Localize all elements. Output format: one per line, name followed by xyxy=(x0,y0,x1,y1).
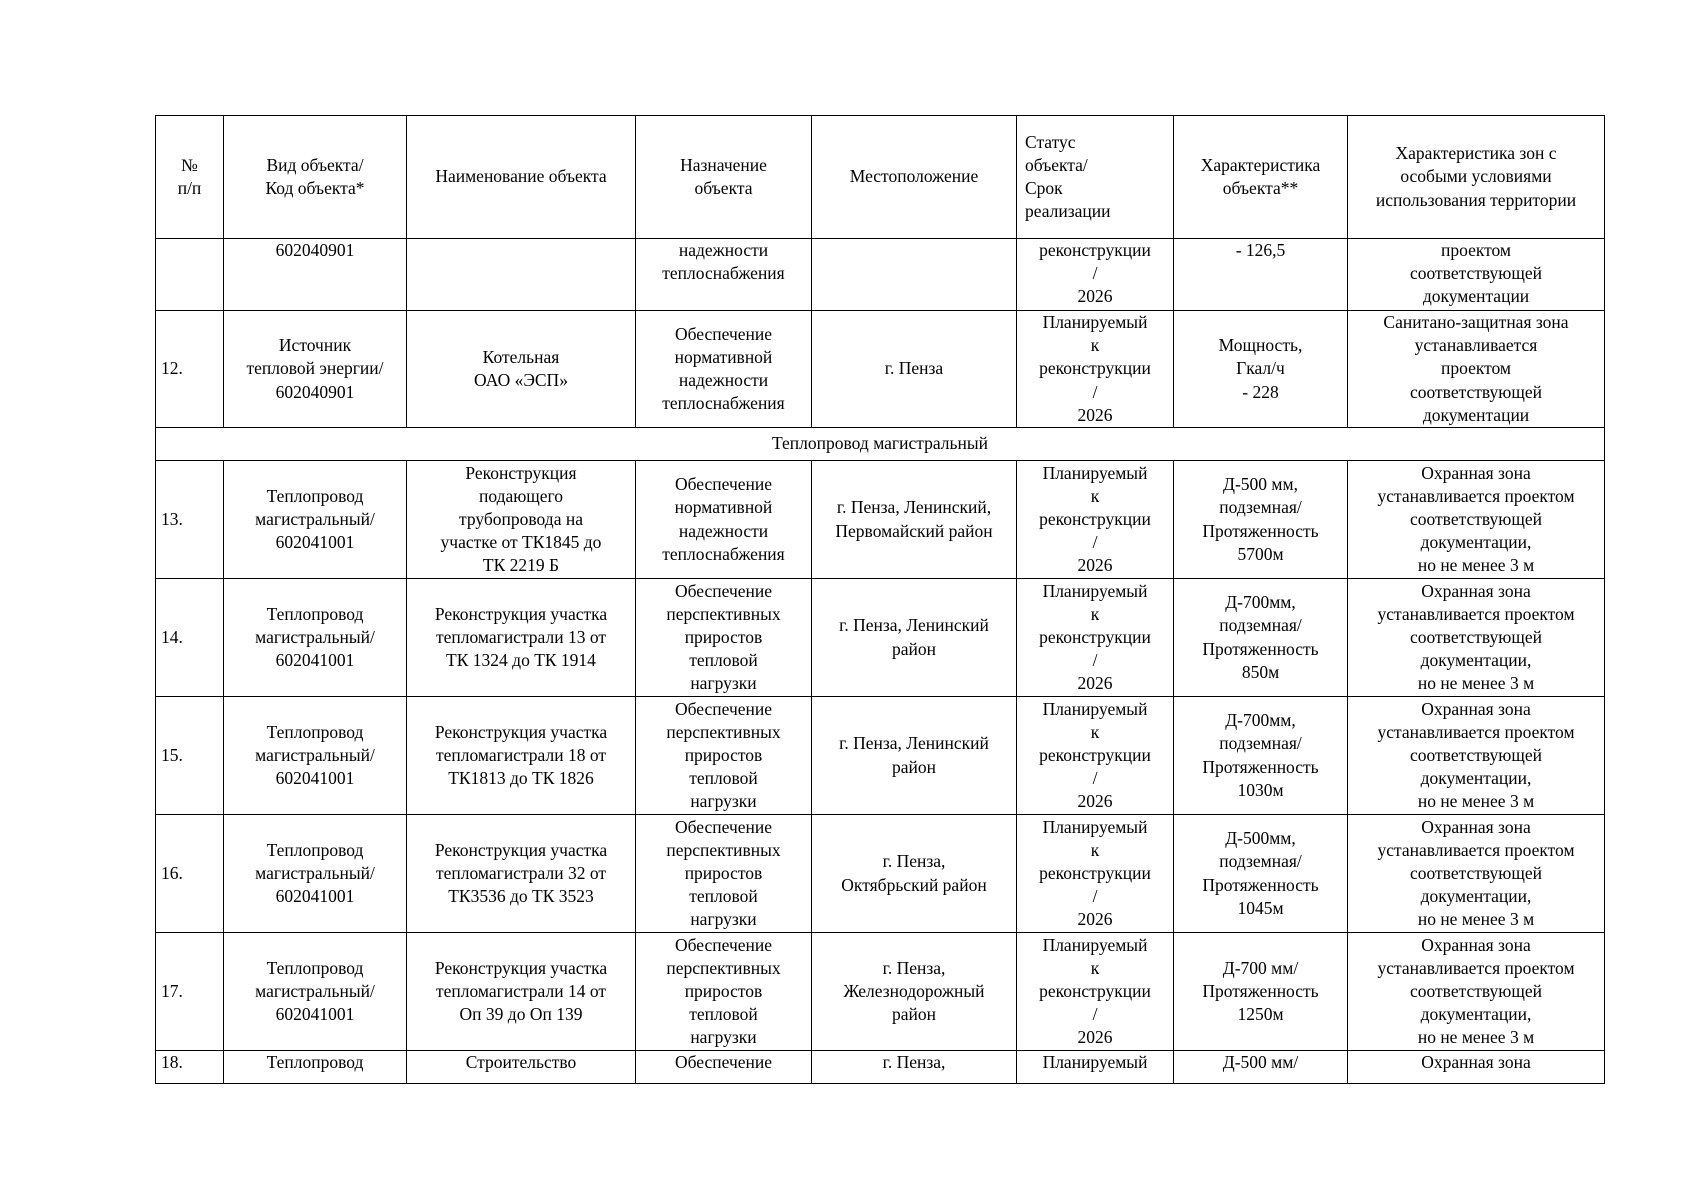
table-cell: Санитано-защитная зона устанавливается проектом соответствующей документации xyxy=(1348,311,1605,428)
table-cell: Планируемый к реконструкции / 2026 xyxy=(1017,815,1174,933)
row-number: 15. xyxy=(156,697,224,815)
table-row xyxy=(156,697,1605,815)
table-cell: Д-500мм, подземная/ Протяженность 1045м xyxy=(1174,815,1348,933)
table-cell: г. Пенза xyxy=(812,311,1017,428)
table-cell: Строительство xyxy=(407,1051,636,1084)
table-cell xyxy=(812,239,1017,311)
table-cell: Планируемый xyxy=(1017,1051,1174,1084)
table-cell: надежности теплоснабжения xyxy=(636,239,812,311)
table-cell: реконструкции / 2026 xyxy=(1017,239,1174,311)
table-cell: Д-700 мм/ Протяженность 1250м xyxy=(1174,933,1348,1051)
table-cell: Теплопровод магистральный/ 602041001 xyxy=(224,697,407,815)
table-cell: Д-700мм, подземная/ Протяженность 1030м xyxy=(1174,697,1348,815)
table-cell: Планируемый к реконструкции / 2026 xyxy=(1017,579,1174,697)
header-cell: Характеристика объекта** xyxy=(1174,116,1348,239)
section-row xyxy=(156,428,1605,461)
table-row xyxy=(156,933,1605,1051)
row-number: 16. xyxy=(156,815,224,933)
table-cell: Д-700мм, подземная/ Протяженность 850м xyxy=(1174,579,1348,697)
table-row xyxy=(156,461,1605,579)
table-cell: Котельная ОАО «ЭСП» xyxy=(407,311,636,428)
table-cell: г. Пенза, Ленинский район xyxy=(812,579,1017,697)
table-cell: г. Пенза, Октябрьский район xyxy=(812,815,1017,933)
table-cell: проектом соответствующей документации xyxy=(1348,239,1605,311)
table-cell: Реконструкция подающего трубопровода на участке от ТК1845 до ТК 2219 Б xyxy=(407,461,636,579)
table-cell: Обеспечение перспективных приростов тепловой нагрузки xyxy=(636,697,812,815)
table-cell: Теплопровод магистральный/ 602041001 xyxy=(224,461,407,579)
table-cell: Обеспечение перспективных приростов тепловой нагрузки xyxy=(636,579,812,697)
header-cell: Наименование объекта xyxy=(407,116,636,239)
header-cell: Характеристика зон с особыми условиями использования территории xyxy=(1348,116,1605,239)
table-cell: г. Пенза, xyxy=(812,1051,1017,1084)
table-cell: Мощность, Гкал/ч - 228 xyxy=(1174,311,1348,428)
table-row xyxy=(156,1051,1605,1084)
header-cell: Местоположение xyxy=(812,116,1017,239)
table-cell xyxy=(407,239,636,311)
table-row xyxy=(156,239,1605,311)
row-number: 13. xyxy=(156,461,224,579)
table-cell: Охранная зона устанавливается проектом соответствующей документации, но не менее 3 м xyxy=(1348,815,1605,933)
table-cell: Источник тепловой энергии/ 602040901 xyxy=(224,311,407,428)
header-cell: Вид объекта/ Код объекта* xyxy=(224,116,407,239)
table-cell: Теплопровод xyxy=(224,1051,407,1084)
table-cell: Реконструкция участка тепломагистрали 32 от ТК3536 до ТК 3523 xyxy=(407,815,636,933)
table-cell: Д-500 мм, подземная/ Протяженность 5700м xyxy=(1174,461,1348,579)
table-cell: Охранная зона устанавливается проектом соответствующей документации, но не менее 3 м xyxy=(1348,697,1605,815)
table-row xyxy=(156,579,1605,697)
table-cell: Охранная зона устанавливается проектом соответствующей документации, но не менее 3 м xyxy=(1348,933,1605,1051)
table-cell: Обеспечение нормативной надежности теплоснабжения xyxy=(636,311,812,428)
header-cell: Назначение объекта xyxy=(636,116,812,239)
table-cell: Обеспечение xyxy=(636,1051,812,1084)
row-number: 17. xyxy=(156,933,224,1051)
row-number: 18. xyxy=(156,1051,224,1084)
table-cell: Д-500 мм/ xyxy=(1174,1051,1348,1084)
header-cell: № п/п xyxy=(156,116,224,239)
table-cell xyxy=(156,239,224,311)
table-cell: г. Пенза, Ленинский район xyxy=(812,697,1017,815)
table-cell: Реконструкция участка тепломагистрали 18 от ТК1813 до ТК 1826 xyxy=(407,697,636,815)
table-cell: г. Пенза, Железнодорожный район xyxy=(812,933,1017,1051)
table-cell: Обеспечение перспективных приростов тепловой нагрузки xyxy=(636,815,812,933)
table-cell: Обеспечение нормативной надежности теплоснабжения xyxy=(636,461,812,579)
table-cell: Охранная зона устанавливается проектом соответствующей документации, но не менее 3 м xyxy=(1348,579,1605,697)
table-cell: 602040901 xyxy=(224,239,407,311)
table-row xyxy=(156,311,1605,428)
row-number: 14. xyxy=(156,579,224,697)
section-title: Теплопровод магистральный xyxy=(156,428,1605,461)
table-cell: - 126,5 xyxy=(1174,239,1348,311)
table-cell: Обеспечение перспективных приростов тепловой нагрузки xyxy=(636,933,812,1051)
objects-table xyxy=(155,115,1605,1084)
row-number: 12. xyxy=(156,311,224,428)
table-row xyxy=(156,815,1605,933)
table-cell: Планируемый к реконструкции / 2026 xyxy=(1017,311,1174,428)
table-cell: Реконструкция участка тепломагистрали 14 от Оп 39 до Оп 139 xyxy=(407,933,636,1051)
table-cell: Теплопровод магистральный/ 602041001 xyxy=(224,815,407,933)
table-cell: Реконструкция участка тепломагистрали 13 от ТК 1324 до ТК 1914 xyxy=(407,579,636,697)
table-cell: Планируемый к реконструкции / 2026 xyxy=(1017,461,1174,579)
table-cell: Охранная зона устанавливается проектом соответствующей документации, но не менее 3 м xyxy=(1348,461,1605,579)
table-cell: Теплопровод магистральный/ 602041001 xyxy=(224,579,407,697)
table-cell: Планируемый к реконструкции / 2026 xyxy=(1017,933,1174,1051)
table-cell: Теплопровод магистральный/ 602041001 xyxy=(224,933,407,1051)
table-cell: Охранная зона xyxy=(1348,1051,1605,1084)
table-cell: г. Пенза, Ленинский, Первомайский район xyxy=(812,461,1017,579)
table-cell: Планируемый к реконструкции / 2026 xyxy=(1017,697,1174,815)
table-header-row xyxy=(156,116,1605,239)
header-cell: Статус объекта/ Срок реализации xyxy=(1017,116,1174,239)
